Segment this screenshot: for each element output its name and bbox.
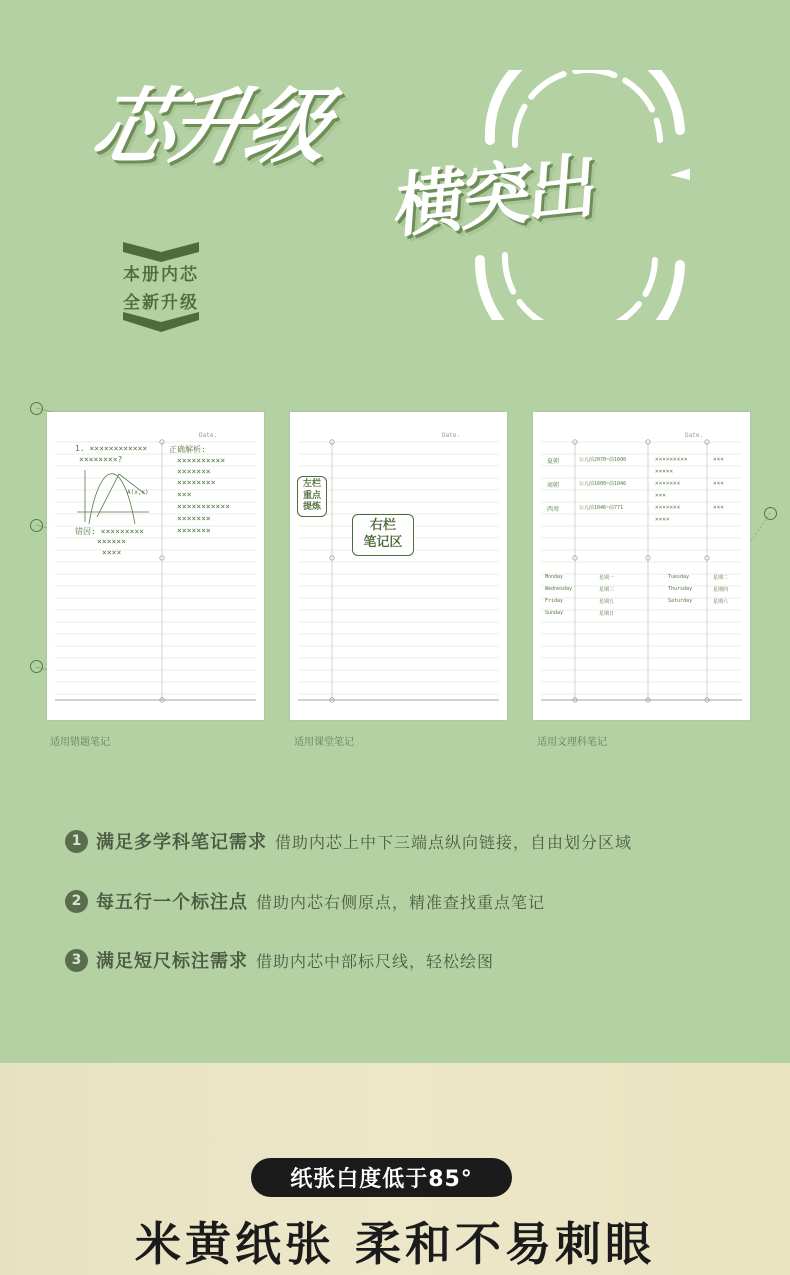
- date-label: Date.: [199, 432, 218, 439]
- page-mistake-notes: [47, 412, 264, 720]
- analysis-line: ×××××××: [177, 514, 211, 523]
- weekday-cn: 星期三: [599, 587, 615, 593]
- weekday-cn: 星期五: [599, 599, 615, 605]
- paper-slogan: 米黄纸张 柔和不易刺眼: [134, 1217, 655, 1271]
- feature-title: 满足多学科笔记需求: [96, 832, 267, 853]
- feature-desc: 借助内芯中部标尺线，轻松绘图: [256, 951, 495, 971]
- feature-3: [65, 947, 494, 973]
- error-cause-line: ××××××: [97, 537, 126, 546]
- weekday-en: Sunday: [545, 610, 564, 616]
- feature-number: 2: [65, 890, 88, 913]
- question-line: ××××××××?: [79, 455, 123, 464]
- analysis-line: ××××××××××: [177, 456, 226, 465]
- error-cause-line: 错因: ×××××××××: [75, 527, 144, 536]
- middle-marker-icon: [30, 519, 43, 532]
- question-line: 1. ××××××××××××: [75, 444, 148, 453]
- dynasty-extra: ×××: [713, 504, 724, 511]
- caption-class-notes: 适用课堂笔记: [294, 737, 354, 748]
- badge-line-1: 本册内芯: [123, 265, 199, 285]
- feature-desc: 借助内芯右侧原点，精准查找重点笔记: [256, 892, 546, 912]
- feature-number: 3: [65, 949, 88, 972]
- dynasty-extra: ×××: [713, 480, 724, 487]
- dynasty-name: 夏朝: [547, 458, 560, 465]
- dynasty-notes: ×××××××××: [655, 456, 688, 463]
- dynasty-notes: ×××××××: [655, 504, 681, 511]
- weekday-cn: 星期四: [713, 587, 729, 593]
- feature-title: 每五行一个标注点: [96, 892, 248, 913]
- ring-decoration-icon: [470, 70, 690, 320]
- analysis-title: 正确解析:: [169, 445, 206, 454]
- date-label: Date.: [685, 432, 704, 439]
- analysis-line: ××××××××: [177, 478, 216, 487]
- analysis-line: ×××××××: [177, 467, 211, 476]
- weekday-en: Saturday: [668, 598, 693, 604]
- left-column-note: [297, 476, 327, 517]
- weekday-en: Monday: [545, 574, 564, 580]
- page-subject-notes: [533, 412, 750, 720]
- page-class-notes: [290, 412, 507, 720]
- dynasty-name: 商朝: [547, 482, 560, 489]
- weekday-cn: 星期六: [713, 599, 729, 605]
- badge-line-2: 全新升级: [123, 293, 199, 313]
- caption-subject-notes: 适用文理科笔记: [537, 737, 607, 748]
- dynasty-notes: ×××××××: [655, 480, 681, 487]
- dynasty-date: 公元前1600~前1046: [579, 481, 627, 487]
- weekday-en: Thursday: [668, 586, 693, 592]
- analysis-line: ×××××××: [177, 526, 211, 535]
- weekday-cn: 星期一: [599, 575, 615, 581]
- right-marker-icon: [764, 507, 777, 520]
- analysis-line: ×××××××××××: [177, 502, 230, 511]
- left-column-note-line: 重点: [302, 490, 321, 501]
- upgrade-badge: [113, 240, 209, 335]
- caption-mistake-notes: 适用错题笔记: [50, 737, 110, 748]
- left-column-note-line: 左栏: [302, 479, 321, 489]
- bottom-marker-icon: [30, 660, 43, 673]
- dynasty-notes: ×××××: [655, 468, 674, 475]
- weekday-en: Tuesday: [668, 574, 690, 580]
- dynasty-date: 公元前2070~前1600: [579, 457, 627, 463]
- weekday-cn: 星期日: [599, 611, 615, 617]
- feature-desc: 借助内芯上中下三端点纵向链接，自由划分区域: [275, 832, 633, 852]
- feature-number: 1: [65, 830, 88, 853]
- feature-2: [65, 888, 545, 914]
- right-column-note-line: 笔记区: [363, 534, 403, 550]
- feature-title: 满足短尺标注需求: [96, 951, 248, 972]
- graph-point-label: A(x,x): [127, 489, 149, 496]
- date-label: Date.: [442, 432, 461, 439]
- weekday-en: Wednesday: [545, 586, 573, 592]
- dynasty-notes: ×××: [655, 492, 666, 499]
- headline-upgrade: 芯升级: [84, 80, 333, 175]
- right-column-note: [352, 514, 414, 556]
- paper-whiteness-pill: 纸张白度低于85°: [251, 1158, 512, 1197]
- weekday-en: Friday: [545, 598, 564, 604]
- headline-stand-out: 横突出: [392, 144, 598, 249]
- analysis-line: ×××: [177, 490, 192, 499]
- left-column-note-line: 提炼: [302, 502, 321, 513]
- feature-1: [65, 828, 632, 854]
- top-marker-icon: [30, 402, 43, 415]
- dynasty-extra: ×××: [713, 456, 724, 463]
- error-cause-line: ××××: [102, 548, 122, 557]
- right-column-note-line: 右栏: [369, 518, 396, 533]
- dynasty-name: 西周: [547, 506, 560, 513]
- weekday-cn: 星期二: [713, 575, 729, 581]
- dynasty-notes: ××××: [655, 516, 670, 523]
- dynasty-date: 公元前1046~前771: [579, 505, 624, 511]
